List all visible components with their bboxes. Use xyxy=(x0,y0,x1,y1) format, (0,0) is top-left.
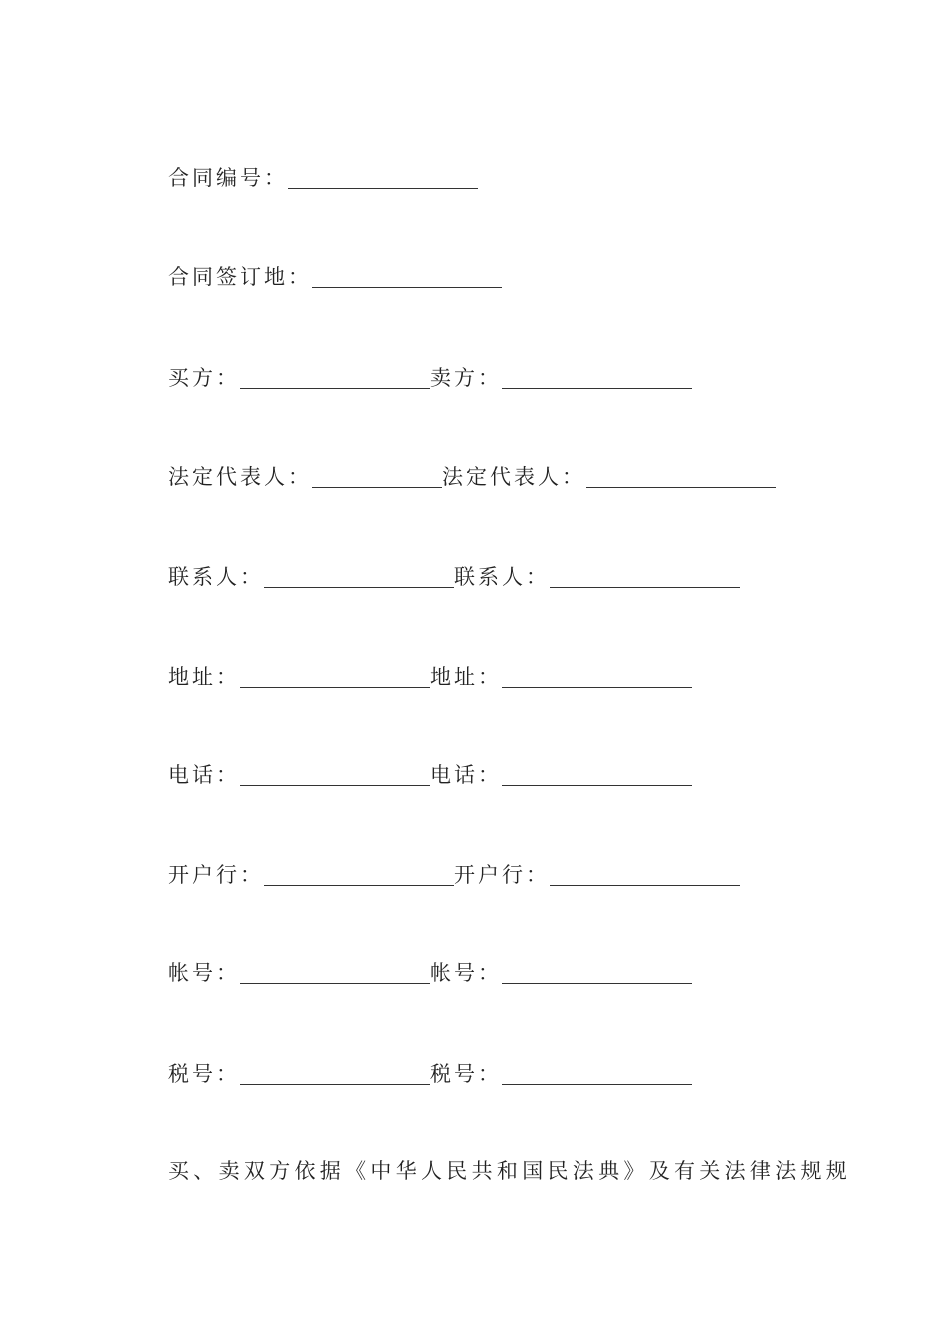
seller-blank[interactable] xyxy=(502,368,692,389)
account-row xyxy=(168,960,692,986)
seller-contact-blank[interactable] xyxy=(550,567,740,588)
contract-number-row xyxy=(168,165,478,191)
buyer-blank[interactable] xyxy=(240,368,430,389)
buyer-address-blank[interactable] xyxy=(240,667,430,688)
tax-row xyxy=(168,1061,692,1087)
sign-place-row xyxy=(168,264,502,290)
contract-number-blank[interactable] xyxy=(288,168,478,189)
buyer-phone-label: 电话： xyxy=(168,763,240,787)
seller-bank-blank[interactable] xyxy=(550,865,740,886)
buyer-legal-rep-label: 法定代表人： xyxy=(168,465,312,489)
seller-account-label: 帐号： xyxy=(430,961,502,985)
sign-place-label: 合同签订地： xyxy=(168,265,312,289)
sign-place-blank[interactable] xyxy=(312,267,502,288)
seller-account-blank[interactable] xyxy=(502,963,692,984)
contract-intro-paragraph: 买、卖双方依据《中华人民共和国民法典》及有关法律法规规 xyxy=(168,1159,852,1183)
phone-row xyxy=(168,762,692,788)
buyer-bank-blank[interactable] xyxy=(264,865,454,886)
seller-address-blank[interactable] xyxy=(502,667,692,688)
seller-bank-label: 开户行： xyxy=(454,863,550,887)
buyer-tax-blank[interactable] xyxy=(240,1064,430,1085)
seller-tax-blank[interactable] xyxy=(502,1064,692,1085)
seller-legal-rep-label: 法定代表人： xyxy=(442,465,586,489)
seller-label: 卖方： xyxy=(430,366,502,390)
seller-contact-label: 联系人： xyxy=(454,565,550,589)
contract-number-label: 合同编号： xyxy=(168,166,288,190)
bank-row xyxy=(168,862,740,888)
seller-phone-blank[interactable] xyxy=(502,765,692,786)
seller-address-label: 地址： xyxy=(430,665,502,689)
buyer-phone-blank[interactable] xyxy=(240,765,430,786)
buyer-bank-label: 开户行： xyxy=(168,863,264,887)
legal-rep-row xyxy=(168,464,776,490)
buyer-account-label: 帐号： xyxy=(168,961,240,985)
seller-tax-label: 税号： xyxy=(430,1062,502,1086)
buyer-label: 买方： xyxy=(168,366,240,390)
party-row xyxy=(168,365,692,391)
buyer-contact-label: 联系人： xyxy=(168,565,264,589)
buyer-legal-rep-blank[interactable] xyxy=(312,467,442,488)
buyer-contact-blank[interactable] xyxy=(264,567,454,588)
address-row xyxy=(168,664,692,690)
contact-row xyxy=(168,564,740,590)
seller-phone-label: 电话： xyxy=(430,763,502,787)
buyer-tax-label: 税号： xyxy=(168,1062,240,1086)
buyer-address-label: 地址： xyxy=(168,665,240,689)
seller-legal-rep-blank[interactable] xyxy=(586,467,776,488)
buyer-account-blank[interactable] xyxy=(240,963,430,984)
